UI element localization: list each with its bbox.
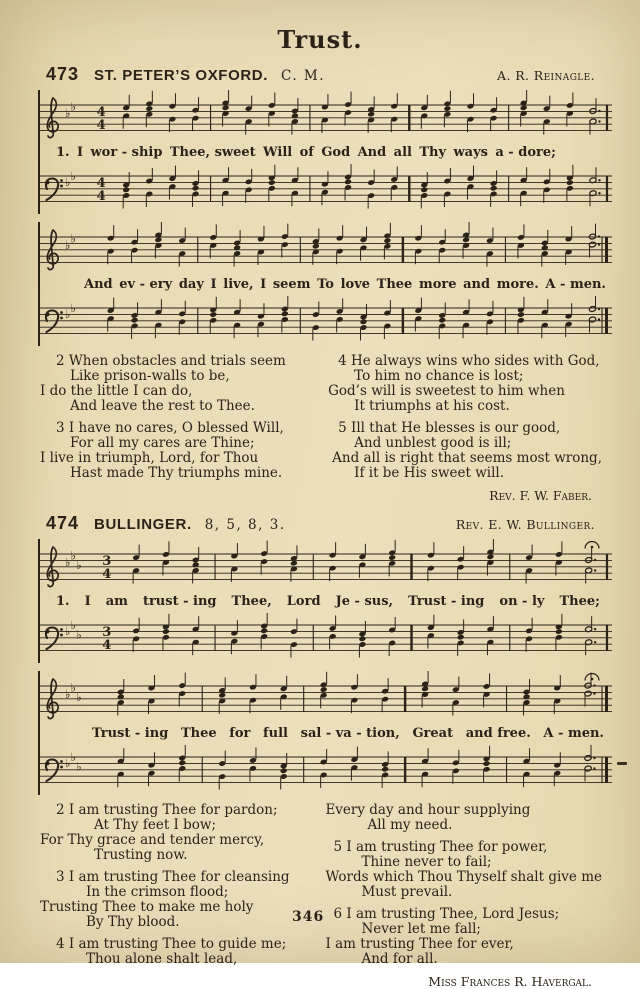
- svg-text:♭: ♭: [70, 169, 77, 183]
- lyric-syllable: Thee,: [231, 594, 272, 609]
- verse-line: Trusting Thee to make me holy: [40, 899, 254, 915]
- lyric-syllable: A - men.: [545, 277, 606, 292]
- verse: [325, 803, 602, 833]
- verse-line: For all my cares are Thine;: [70, 435, 255, 451]
- verses-left-column: [40, 803, 309, 989]
- verse-line: By Thy blood.: [86, 914, 180, 930]
- lyric-syllable: and free.: [465, 726, 531, 741]
- verse-line: Words which Thou Thyself shalt give me: [325, 869, 602, 885]
- verse-line: At Thy feet I bow;: [94, 817, 217, 833]
- lyric-syllable: Lord: [286, 594, 321, 609]
- hymn-tune-name: ST. PETER’S OXFORD.: [94, 67, 268, 84]
- treble-staff: [40, 90, 612, 146]
- verse-line: If it be His sweet will.: [354, 465, 504, 481]
- verse-line: Every day and hour supplying: [325, 802, 531, 818]
- svg-text:3: 3: [102, 554, 112, 569]
- verse-line: God’s will is sweetest to him when: [328, 383, 565, 399]
- lyric-syllable: all: [393, 145, 412, 160]
- hymn-474-verses: [40, 803, 602, 989]
- lyric-syllable: A - men.: [543, 726, 604, 741]
- verse-line: And for all.: [361, 951, 438, 967]
- svg-text:3: 3: [102, 625, 112, 640]
- svg-text:♭: ♭: [70, 99, 77, 114]
- music-system-473-1: [38, 90, 614, 214]
- hymn-473-header: [46, 64, 595, 85]
- treble-staff: [40, 671, 612, 727]
- verse-line: I live in triumph, Lord, for Thou: [40, 450, 259, 466]
- lyric-syllable: of: [299, 145, 314, 160]
- lyrics-line: [40, 277, 614, 296]
- lyric-syllable: on - ly: [499, 594, 545, 609]
- svg-text:♭: ♭: [65, 175, 71, 189]
- lyric-syllable: am: [105, 594, 128, 609]
- svg-text:♭: ♭: [65, 238, 71, 252]
- svg-text:♭: ♭: [65, 624, 71, 638]
- lyric-syllable: And: [84, 277, 113, 292]
- verse-line: And all is right that seems most wrong,: [332, 450, 602, 466]
- hymn-473: [0, 64, 640, 503]
- svg-text:♭: ♭: [65, 555, 71, 569]
- lyric-syllable: for: [229, 726, 251, 741]
- lyric-syllable: Thee: [180, 726, 217, 741]
- bass-staff: [40, 613, 612, 663]
- svg-text:♭: ♭: [65, 307, 71, 321]
- svg-text:♭: ♭: [65, 106, 71, 120]
- hymn-number: 474: [46, 513, 80, 533]
- music-system-473-2: [38, 222, 614, 346]
- verse-line: 4 He always wins who sides with God,: [338, 353, 600, 369]
- lyric-syllable: I: [260, 277, 267, 292]
- lyric-syllable: wor - ship: [90, 145, 163, 160]
- verse-line: 2 I am trusting Thee for pardon;: [56, 802, 278, 818]
- lyrics-line: [40, 145, 614, 164]
- verse-line: 3 I am trusting Thee for cleansing: [56, 869, 290, 885]
- lyric-syllable: Thee: [376, 277, 413, 292]
- treble-staff: [40, 222, 612, 278]
- verse: [40, 870, 309, 930]
- lyric-syllable: trust - ing: [142, 594, 217, 609]
- lyric-syllable: God: [321, 145, 351, 160]
- verse: [325, 907, 602, 967]
- verse-line: I am trusting Thee for ever,: [325, 936, 514, 952]
- verse: [40, 803, 309, 863]
- verse-line: To him no chance is lost;: [354, 368, 524, 384]
- verse-line: 3 I have no cares, O blessed Will,: [56, 420, 284, 436]
- verses-left-column: [40, 354, 312, 503]
- svg-text:♭: ♭: [76, 690, 82, 704]
- verse: [40, 354, 312, 414]
- svg-text:♭: ♭: [65, 687, 71, 701]
- lyric-syllable: more: [418, 277, 457, 292]
- lyric-syllable: live,: [223, 277, 254, 292]
- lyric-syllable: Great: [412, 726, 454, 741]
- lyric-syllable: Thee, sweet: [169, 145, 256, 160]
- lyrics-line: [40, 726, 614, 745]
- lyric-syllable: ways: [453, 145, 488, 160]
- verse: [40, 937, 309, 967]
- verse-line: 6 I am trusting Thee, Lord Jesus;: [333, 906, 560, 922]
- lyric-syllable: I: [210, 277, 217, 292]
- verse: [328, 421, 602, 481]
- verse-line: Must prevail.: [361, 884, 453, 900]
- hymn-meter: 8, 5, 8, 3.: [204, 517, 286, 533]
- verse: [325, 840, 602, 900]
- svg-text:♭: ♭: [65, 756, 71, 770]
- hymn-473-verses: [40, 354, 602, 503]
- verse-line: And unblest good is ill;: [354, 435, 512, 451]
- hymn-number: 473: [46, 64, 80, 84]
- verse-line: Like prison-walls to be,: [70, 368, 230, 384]
- lyric-syllable: a - dore;: [495, 145, 556, 160]
- lyric-syllable: love: [340, 277, 371, 292]
- page-number: 346: [292, 909, 325, 925]
- lyric-syllable: And: [357, 145, 387, 160]
- verse-line: All my need.: [367, 817, 453, 833]
- svg-text:4: 4: [96, 176, 106, 191]
- section-title: Trust.: [277, 25, 363, 54]
- margin-ink-mark: [617, 762, 627, 765]
- bass-staff: [40, 296, 612, 346]
- hymn-meter: C. M.: [280, 68, 326, 84]
- verse-line: And leave the rest to Thee.: [70, 398, 255, 414]
- verse-line: It triumphs at his cost.: [354, 398, 510, 414]
- svg-text:♭: ♭: [70, 548, 77, 563]
- verse-line: For Thy grace and tender mercy,: [40, 832, 265, 848]
- bass-staff: [40, 164, 612, 214]
- lyric-syllable: 1.: [56, 594, 70, 609]
- lyric-syllable: full: [263, 726, 288, 741]
- author-credit: Rev. F. W. Faber.: [489, 488, 592, 503]
- bass-staff: [40, 745, 612, 795]
- lyric-syllable: Trust - ing: [408, 594, 485, 609]
- svg-text:4: 4: [96, 188, 106, 204]
- lyric-syllable: Trust - ing: [92, 726, 169, 741]
- svg-text:4: 4: [96, 117, 106, 133]
- svg-text:♭: ♭: [70, 231, 77, 246]
- lyric-syllable: and: [463, 277, 491, 292]
- verse-line: I do the little I can do,: [40, 383, 193, 399]
- svg-text:♭: ♭: [70, 618, 77, 632]
- svg-text:4: 4: [96, 105, 106, 120]
- verse-line: Hast made Thy triumphs mine.: [70, 465, 283, 481]
- lyric-syllable: Thee;: [559, 594, 600, 609]
- lyric-syllable: seem: [272, 277, 311, 292]
- verse: [328, 354, 602, 414]
- music-system-474-2: [38, 671, 614, 795]
- lyric-syllable: I: [76, 145, 84, 160]
- svg-text:♭: ♭: [76, 759, 82, 774]
- svg-text:♭: ♭: [70, 750, 77, 764]
- svg-text:♭: ♭: [76, 627, 82, 642]
- lyric-syllable: more.: [496, 277, 539, 292]
- verse-line: Never let me fall;: [361, 921, 481, 937]
- lyric-syllable: Je - sus,: [335, 594, 394, 609]
- svg-text:4: 4: [102, 637, 112, 653]
- verse: [40, 421, 312, 481]
- verse-line: Trusting now.: [94, 847, 188, 863]
- composer-credit: Rev. E. W. Bullinger.: [455, 517, 595, 532]
- lyric-syllable: sal - va - tion,: [300, 726, 400, 741]
- lyrics-line: [40, 594, 614, 613]
- verse-line: In the crimson flood;: [86, 884, 229, 900]
- svg-text:♭: ♭: [76, 558, 82, 572]
- verse-line: 5 I am trusting Thee for power,: [333, 839, 548, 855]
- verses-right-column: [312, 354, 602, 503]
- lyric-syllable: Thy: [419, 145, 447, 160]
- verse-line: Thou alone shalt lead,: [86, 951, 238, 967]
- verses-right-column: [309, 803, 602, 989]
- svg-text:♭: ♭: [70, 680, 77, 695]
- svg-text:♭: ♭: [70, 301, 77, 315]
- lyric-syllable: Will: [263, 145, 293, 160]
- lyric-syllable: I: [84, 594, 91, 609]
- verse-line: 4 I am trusting Thee to guide me;: [56, 936, 287, 952]
- verse-line: 5 Ill that He blesses is our good,: [338, 420, 561, 436]
- lyric-syllable: day: [178, 277, 204, 292]
- lyric-syllable: To: [317, 277, 334, 292]
- composer-credit: A. R. Reinagle.: [497, 68, 595, 83]
- hymn-tune-name: BULLINGER.: [94, 516, 192, 533]
- lyric-syllable: ev - ery: [119, 277, 173, 292]
- verse-line: Thine never to fail;: [361, 854, 492, 870]
- treble-staff: [40, 539, 612, 595]
- lyric-syllable: 1.: [56, 145, 70, 160]
- svg-text:4: 4: [102, 566, 112, 582]
- hymn-474-header: [46, 513, 595, 534]
- verse-line: 2 When obstacles and trials seem: [56, 353, 286, 369]
- music-system-474-1: [38, 539, 614, 663]
- author-credit: Miss Frances R. Havergal.: [428, 974, 592, 989]
